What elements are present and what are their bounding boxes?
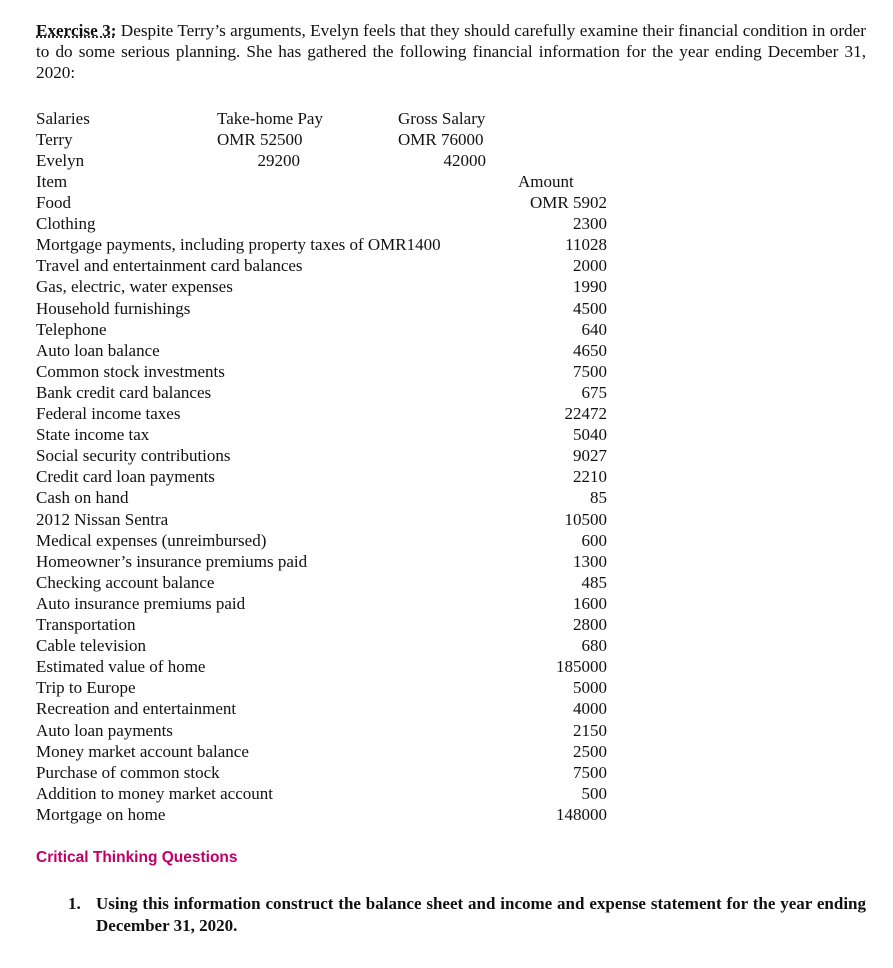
item-name: Cash on hand: [36, 488, 129, 508]
item-name: Checking account balance: [36, 572, 215, 592]
item-name: Cable television: [36, 636, 147, 656]
item-name: 2012 Nissan Sentra: [36, 509, 169, 529]
item-name: Auto loan balance: [36, 340, 160, 360]
item-amount: 600: [581, 530, 607, 550]
critical-thinking-heading: Critical Thinking Questions: [36, 849, 238, 866]
salary-row-name: Terry: [36, 130, 73, 149]
item-name: State income tax: [36, 425, 150, 445]
salary-row-take-home: 29200: [257, 151, 300, 170]
item-name: Gas, electric, water expenses: [36, 277, 233, 297]
item-amount: 485: [581, 572, 607, 592]
item-name: Social security contributions: [36, 446, 231, 466]
item-amount: 640: [581, 319, 607, 339]
item-name: Travel and entertainment card balances: [36, 256, 303, 276]
item-amount: 1300: [573, 551, 607, 571]
item-name: Clothing: [36, 214, 96, 234]
item-name: Estimated value of home: [36, 657, 206, 677]
item-name: Federal income taxes: [36, 404, 181, 423]
item-amount: 7500: [573, 361, 607, 381]
item-amount: 2500: [573, 741, 607, 761]
item-amount: 5000: [573, 678, 607, 698]
take-home-header: Take-home Pay: [217, 109, 323, 128]
salary-row-gross: OMR 76000: [398, 130, 484, 149]
gross-salary-header: Gross Salary: [398, 109, 486, 128]
item-amount: 1600: [573, 593, 607, 613]
question-number: 1.: [68, 894, 81, 913]
item-amount: 10500: [564, 509, 607, 529]
item-name: Money market account balance: [36, 741, 249, 761]
item-name: Bank credit card balances: [36, 382, 212, 402]
item-amount: OMR 5902: [530, 193, 607, 212]
item-amount: 1990: [573, 277, 607, 297]
question-text: Using this information construct the balance sheet and income and expense statement for the year ending December 31, 2020.: [96, 894, 866, 935]
salary-row-gross: 42000: [443, 151, 486, 170]
item-name: Transportation: [36, 615, 136, 634]
item-amount: 2210: [573, 467, 607, 487]
item-amount: 2800: [573, 615, 607, 634]
item-amount: 148000: [556, 804, 607, 824]
salary-row-take-home: OMR 52500: [217, 130, 303, 149]
exercise-label: Exercise 3:: [36, 21, 117, 40]
exercise-intro: [36, 20, 866, 83]
item-name: Credit card loan payments: [36, 467, 215, 487]
item-name: Food: [36, 193, 71, 212]
item-amount: 22472: [564, 404, 607, 423]
item-amount: 9027: [573, 446, 607, 466]
salary-row-name: Evelyn: [36, 151, 85, 170]
item-amount: 680: [581, 636, 607, 656]
item-amount: 2000: [573, 256, 607, 276]
item-name: Medical expenses (unreimbursed): [36, 530, 267, 550]
item-amount: 675: [581, 382, 607, 402]
item-name: Homeowner’s insurance premiums paid: [36, 551, 308, 571]
item-name: Household furnishings: [36, 298, 191, 318]
item-amount: 500: [581, 783, 607, 803]
item-name: Mortgage payments, including property taxes of OMR1400: [36, 235, 441, 255]
item-amount: 5040: [573, 425, 607, 445]
item-amount: 4500: [573, 298, 607, 318]
item-name: Mortgage on home: [36, 804, 166, 824]
item-amount: 2150: [573, 720, 607, 740]
item-header: Item: [36, 172, 68, 191]
item-amount: 2300: [573, 214, 607, 234]
amount-header: Amount: [518, 172, 574, 191]
item-name: Recreation and entertainment: [36, 699, 237, 719]
salaries-label: Salaries: [36, 109, 90, 128]
item-name: Trip to Europe: [36, 678, 136, 698]
item-name: Auto loan payments: [36, 720, 173, 740]
item-name: Telephone: [36, 319, 107, 339]
item-name: Purchase of common stock: [36, 762, 220, 782]
item-name: Common stock investments: [36, 361, 225, 381]
item-amount: 185000: [556, 657, 607, 677]
item-amount: 4650: [573, 340, 607, 360]
item-amount: 7500: [573, 762, 607, 782]
item-amount: 11028: [565, 235, 607, 255]
item-name: Addition to money market account: [36, 783, 273, 803]
item-name: Auto insurance premiums paid: [36, 593, 246, 613]
exercise-text: Despite Terry’s arguments, Evelyn feels that they should carefully examine their financial condition in order to do some serious planning. She has gathered the following financial information for the year ending December 31, 2020:: [36, 21, 867, 82]
item-amount: 85: [590, 488, 607, 508]
item-amount: 4000: [573, 699, 607, 719]
